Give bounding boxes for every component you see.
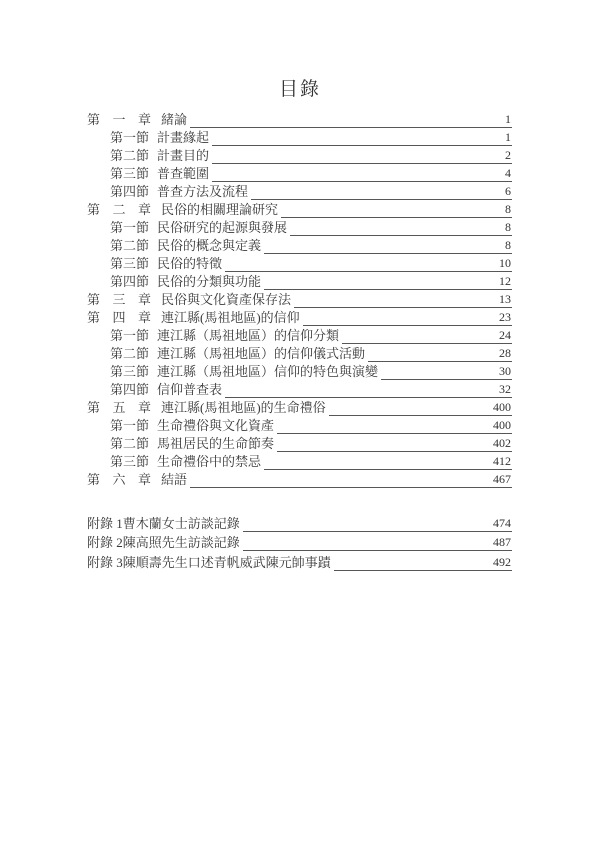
toc-entry[interactable] [87, 200, 512, 218]
toc-entry-page-number: 402 [493, 436, 511, 450]
toc-leader-line [277, 436, 492, 452]
toc-entry[interactable] [87, 290, 512, 308]
toc-entry-title: 民俗的相關理論研究 [161, 202, 279, 217]
toc-entry-label: 附錄 1 [87, 515, 123, 531]
toc-entry-title: 連江縣(馬祖地區)的生命禮俗 [161, 400, 326, 415]
toc-entry[interactable] [87, 434, 512, 452]
toc-leader-line [294, 292, 498, 308]
toc-entry-label: 第三節 [110, 454, 150, 469]
toc-entry-label: 第一節 [110, 130, 150, 145]
toc-entry-title: 民俗與文化資產保存法 [161, 292, 292, 307]
toc-leader-line [264, 454, 492, 470]
toc-entry-page-number: 2 [502, 148, 512, 164]
toc-entry[interactable] [87, 452, 512, 470]
toc-entry[interactable] [87, 146, 512, 164]
toc-entry-title: 陳高照先生訪談記錄 [122, 535, 240, 550]
toc-appendix-list [87, 512, 512, 571]
toc-entry-title: 緒論 [161, 112, 188, 127]
toc-entry-label: 第 一 章 [87, 112, 151, 127]
toc-entry-label: 第 四 章 [87, 310, 151, 325]
toc-entry-title: 信仰普查表 [157, 382, 223, 397]
toc-entry[interactable] [87, 254, 512, 272]
toc-leader-line [190, 112, 502, 128]
toc-entry-page-number: 13 [499, 292, 511, 306]
toc-entry-page-number: 1 [502, 130, 512, 146]
toc-leader-line [277, 418, 492, 434]
toc-main-list [87, 110, 512, 488]
toc-entry-title: 連江縣（馬祖地區）的信仰分類 [157, 328, 340, 343]
toc-entry-title: 結語 [161, 472, 188, 487]
toc-entry-title: 普查方法及流程 [157, 184, 249, 199]
toc-entry-page-number: 400 [493, 400, 511, 414]
toc-entry-title: 連江縣（馬祖地區）信仰的特色與演變 [157, 364, 379, 379]
toc-entry-title: 普查範圍 [157, 166, 210, 181]
toc-entry-label: 附錄 3 [87, 554, 123, 570]
toc-leader-line [281, 202, 502, 218]
toc-entry-page-number: 474 [493, 515, 511, 530]
toc-leader-line [212, 130, 502, 146]
toc-entry-page-number: 492 [493, 554, 511, 569]
toc-entry-title: 連江縣(馬祖地區)的信仰 [161, 310, 300, 325]
toc-entry-title: 計畫目的 [157, 148, 210, 163]
toc-entry-label: 第二節 [110, 346, 150, 361]
toc-entry-label: 第 六 章 [87, 472, 151, 487]
toc-entry[interactable] [87, 236, 512, 254]
toc-entry[interactable] [87, 344, 512, 362]
toc-entry-title: 馬祖居民的生命節奏 [157, 436, 275, 451]
toc-entry-label: 第一節 [110, 328, 150, 343]
toc-entry-label: 第三節 [110, 166, 150, 181]
toc-entry-page-number: 12 [499, 274, 511, 288]
toc-leader-line [342, 328, 498, 344]
toc-entry[interactable] [87, 182, 512, 200]
toc-entry-page-number: 412 [493, 454, 511, 468]
toc-entry-label: 第一節 [110, 220, 150, 235]
toc-entry[interactable] [87, 532, 512, 552]
toc-leader-line [381, 364, 498, 380]
toc-entry-page-number: 8 [502, 238, 512, 254]
toc-entry-label: 第一節 [110, 418, 150, 433]
toc-leader-line [190, 472, 492, 488]
toc-entry-page-number: 24 [499, 328, 511, 342]
toc-leader-line [212, 148, 502, 164]
toc-entry-title: 民俗的概念與定義 [157, 238, 262, 253]
toc-entry-page-number: 400 [493, 418, 511, 432]
toc-entry[interactable] [87, 416, 512, 434]
toc-entry[interactable] [87, 128, 512, 146]
toc-leader-line [290, 220, 502, 236]
toc-entry-page-number: 8 [502, 202, 512, 218]
toc-entry[interactable] [87, 218, 512, 236]
toc-entry-label: 第二節 [110, 436, 150, 451]
toc-leader-line [368, 346, 498, 362]
toc-entry-page-number: 487 [493, 535, 511, 549]
toc-entry-page-number: 30 [499, 364, 511, 378]
toc-entry[interactable] [87, 272, 512, 290]
table-of-contents [87, 110, 512, 571]
toc-entry-label: 附錄 2 [87, 535, 123, 550]
toc-leader-line [264, 274, 498, 290]
toc-entry[interactable] [87, 164, 512, 182]
toc-leader-line [243, 535, 492, 551]
toc-entry-label: 第三節 [110, 364, 150, 379]
toc-entry-title: 生命禮俗與文化資產 [157, 418, 275, 433]
toc-entry-label: 第二節 [110, 238, 150, 253]
toc-entry-page-number: 28 [499, 346, 511, 360]
toc-entry-title: 計畫緣起 [157, 130, 210, 145]
toc-entry[interactable] [87, 362, 512, 380]
toc-leader-line [225, 256, 498, 272]
toc-entry-label: 第四節 [110, 382, 150, 397]
toc-entry-title: 民俗的特徵 [157, 256, 223, 271]
toc-leader-line [334, 555, 492, 571]
toc-entry-label: 第四節 [110, 184, 150, 199]
toc-entry-page-number: 10 [499, 256, 511, 270]
toc-entry-label: 第 五 章 [87, 400, 151, 415]
toc-leader-line [303, 310, 498, 326]
toc-entry-title: 民俗的分類與功能 [157, 274, 262, 289]
toc-entry-label: 第二節 [110, 148, 150, 163]
toc-entry-title: 曹木蘭女士訪談記錄 [122, 515, 240, 531]
toc-entry-page-number: 4 [502, 166, 512, 182]
toc-leader-line [212, 166, 502, 182]
toc-entry-title: 生命禮俗中的禁忌 [157, 454, 262, 469]
toc-leader-line [251, 184, 502, 200]
toc-entry-page-number: 6 [502, 184, 512, 200]
toc-entry-label: 第四節 [110, 274, 150, 289]
toc-leader-line [329, 400, 492, 416]
toc-leader-line [225, 382, 498, 398]
page-title: 目錄 [278, 79, 321, 100]
toc-entry-page-number: 1 [502, 112, 512, 128]
toc-entry[interactable] [87, 512, 512, 532]
toc-entry-label: 第 三 章 [87, 292, 151, 307]
toc-entry-page-number: 32 [499, 382, 511, 396]
toc-entry-page-number: 23 [499, 310, 511, 324]
toc-entry[interactable] [87, 551, 512, 571]
toc-entry-label: 第 二 章 [87, 202, 151, 217]
toc-entry-page-number: 467 [493, 472, 511, 486]
toc-leader-line [264, 238, 502, 254]
toc-entry[interactable] [87, 470, 512, 488]
toc-entry[interactable] [87, 308, 512, 326]
toc-entry-label: 第三節 [110, 256, 150, 271]
toc-entry-title: 連江縣（馬祖地區）的信仰儀式活動 [157, 346, 366, 361]
toc-leader-line [243, 516, 492, 532]
toc-entry[interactable] [87, 398, 512, 416]
toc-entry-page-number: 8 [502, 220, 512, 236]
toc-entry-title: 民俗研究的起源與發展 [157, 220, 288, 235]
toc-entry-title: 陳順壽先生口述青帆威武陳元帥事蹟 [122, 554, 331, 570]
toc-entry[interactable] [87, 380, 512, 398]
toc-entry[interactable] [87, 326, 512, 344]
toc-entry[interactable] [87, 110, 512, 128]
